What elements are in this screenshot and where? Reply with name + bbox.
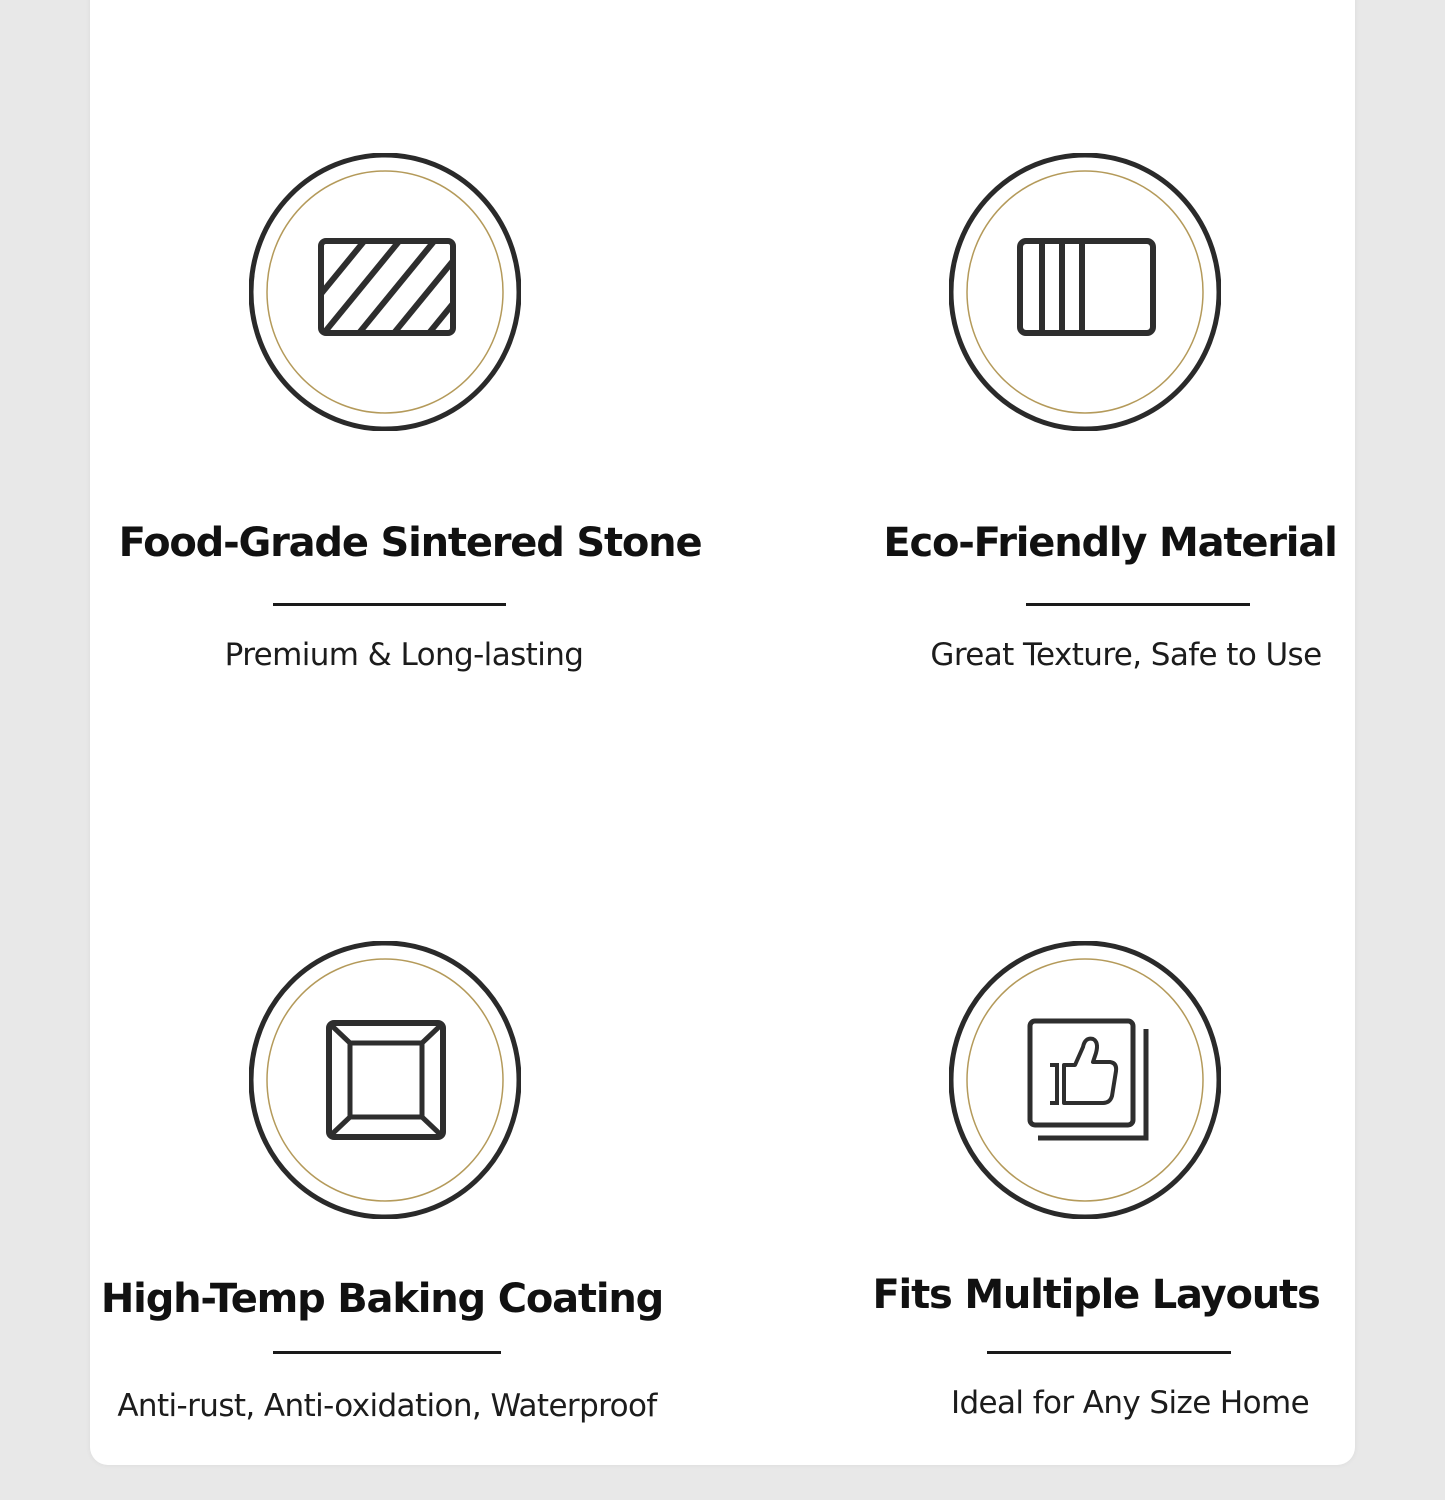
feature-title: Food-Grade Sintered Stone (118, 520, 702, 566)
title-divider (273, 603, 506, 606)
striped-slab-badge (249, 153, 521, 431)
feature-title: Eco-Friendly Material (883, 520, 1337, 566)
title-divider (1026, 603, 1250, 606)
beveled-frame-badge (249, 941, 521, 1219)
title-divider (987, 1351, 1231, 1354)
beveled-frame-icon (249, 941, 521, 1219)
feature-subtitle: Ideal for Any Size Home (950, 1385, 1310, 1421)
feature-food-grade (110, 150, 710, 710)
title-divider (273, 1351, 501, 1354)
feature-multiple-layouts (810, 940, 1410, 1500)
feature-subtitle: Anti-rust, Anti-oxidation, Waterproof (117, 1388, 657, 1424)
layered-slab-icon (949, 153, 1221, 431)
thumbs-up-badge (949, 941, 1221, 1219)
thumbs-up-icon (949, 941, 1221, 1219)
feature-subtitle: Premium & Long-lasting (224, 637, 584, 673)
striped-slab-icon (249, 153, 521, 431)
feature-subtitle: Great Texture, Safe to Use (930, 637, 1322, 673)
feature-title: Fits Multiple Layouts (872, 1272, 1320, 1318)
feature-high-temp (100, 940, 710, 1500)
layered-slab-badge (949, 153, 1221, 431)
feature-title: High-Temp Baking Coating (100, 1276, 664, 1322)
feature-eco-friendly (810, 150, 1410, 710)
